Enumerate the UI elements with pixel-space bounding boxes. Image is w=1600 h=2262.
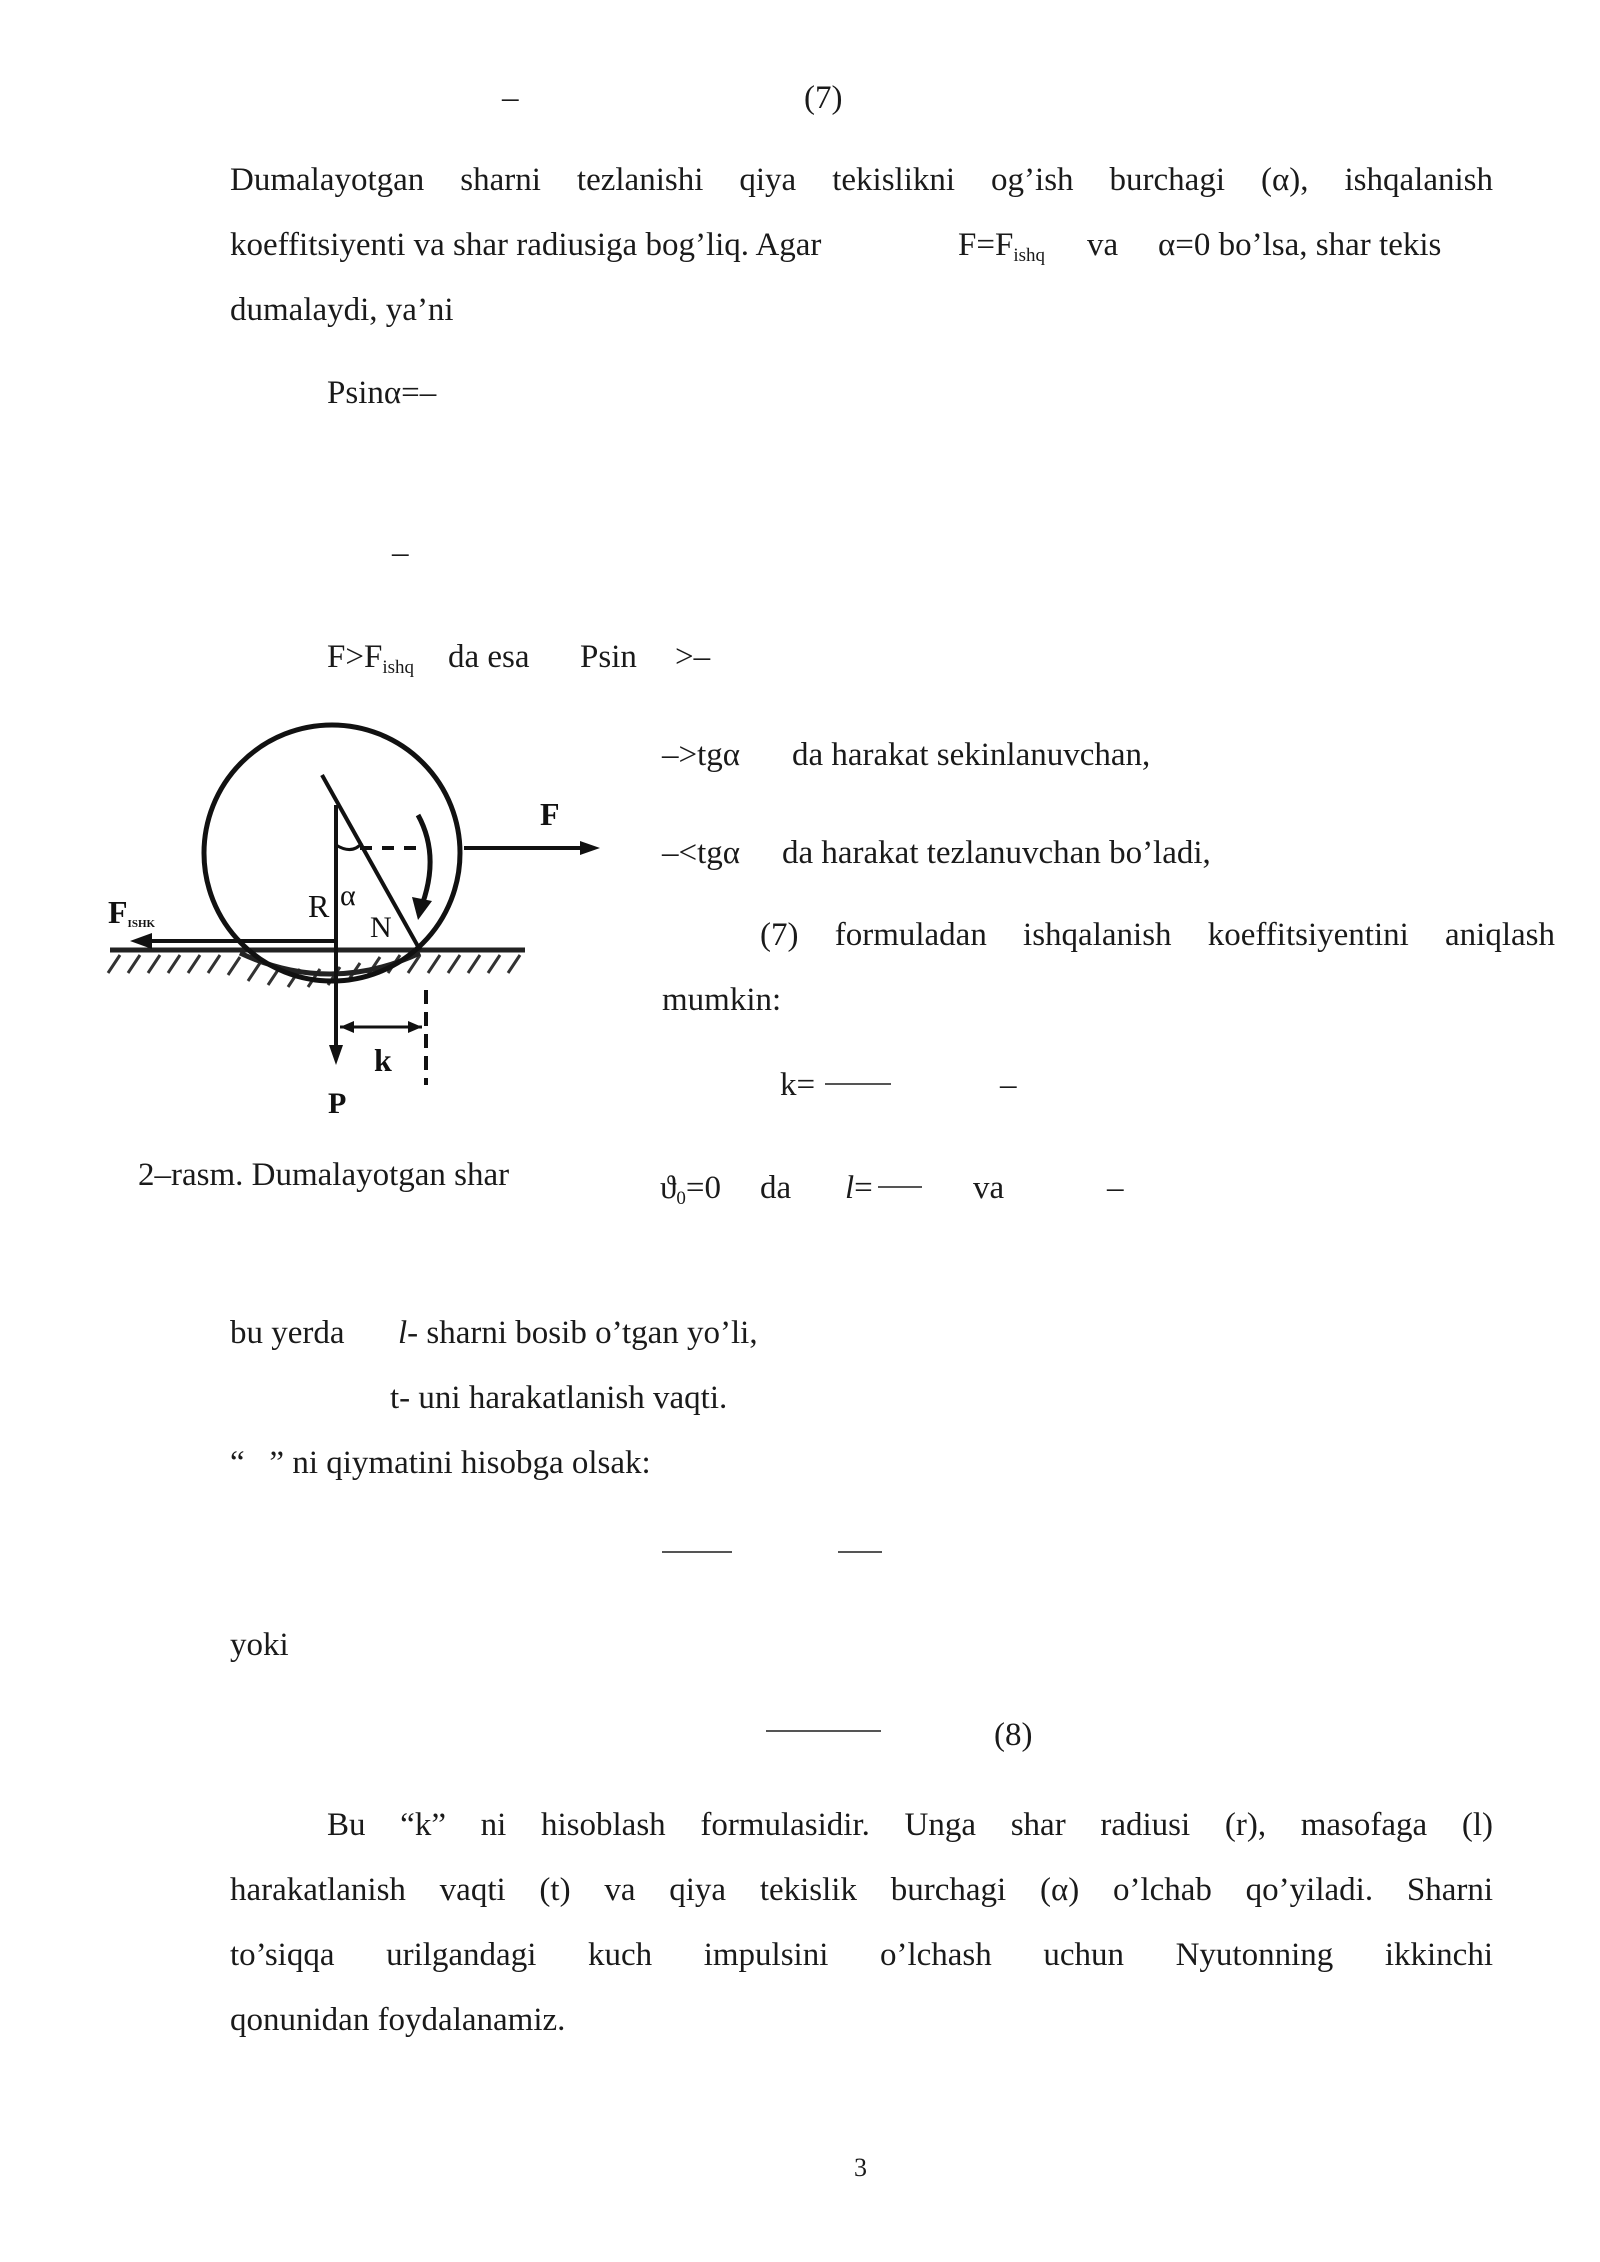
inequality-rhs: Psin (580, 639, 637, 675)
page-number: 3 (854, 2153, 867, 2182)
k-arrow-right (408, 1021, 422, 1033)
k-fraction-bar (825, 1083, 891, 1085)
rotation-arrow-head (412, 897, 432, 920)
label-p: P (328, 1087, 347, 1120)
eq8-fraction-bar (766, 1730, 881, 1732)
label-n: N (370, 911, 392, 944)
eq7-label: (7) (804, 80, 843, 116)
para2-line2: harakatlanish vaqti (t) va qiya tekislik burchagi (α) o’lchab qo’yiladi. Sharni (230, 1872, 1493, 1908)
l-fraction-bar (878, 1186, 922, 1188)
yoki: yoki (230, 1627, 289, 1663)
force-f-arrow-head (580, 841, 600, 855)
fraction-bar-1 (662, 1551, 732, 1553)
para2-line3: to’siqqa urilgandagi kuch impulsini o’lchash uchun Nyutonning ikkinchi (230, 1937, 1493, 1973)
para1-line3: dumalaydi, ya’ni (230, 292, 454, 328)
para1-line2-end: α=0 bo’lsa, shar tekis (1158, 227, 1442, 263)
p-arrow-head (329, 1045, 343, 1065)
alpha-arc (336, 843, 362, 850)
eq8-label: (8) (994, 1717, 1033, 1753)
case-fast-symbol: –<tgα (662, 835, 741, 871)
v0-dash: – (1107, 1170, 1124, 1206)
label-r: R (308, 888, 330, 924)
where-t: t- uni harakatlanish vaqti. (390, 1380, 728, 1416)
figure-caption: 2–rasm. Dumalayotgan shar (138, 1157, 510, 1193)
rotation-arc (418, 815, 430, 905)
k-equation-dash: – (1000, 1067, 1017, 1103)
where-l: l- sharni bosib o’tgan yo’li, (398, 1315, 758, 1351)
rolling-ball-figure (100, 705, 600, 1135)
case-slow-text: da harakat sekinlanuvchan, (792, 737, 1151, 773)
para2-line4: qonunidan foydalanamiz. (230, 2002, 566, 2038)
k-arrow-left (340, 1021, 354, 1033)
para2-line1: Bu “k” ni hisoblash formulasidir. Unga shar radiusi (r), masofaga (l) (327, 1807, 1493, 1843)
formula-intro-line2: mumkin: (662, 982, 782, 1018)
case-slow-symbol: –>tgα (662, 737, 741, 773)
where-label: bu yerda (230, 1315, 345, 1351)
psin-equation: Psinα=– (327, 375, 437, 411)
lone-dash: – (392, 535, 409, 571)
v0-da: da (760, 1170, 792, 1206)
inequality-lhs: $F>F_{ishq}$ (327, 639, 415, 678)
label-f: F (540, 796, 560, 832)
para1-va: va (1087, 227, 1119, 263)
label-k: k (374, 1042, 392, 1078)
para1-friction-eq: $F=F_{ishq}$ (958, 227, 1046, 266)
formula-intro-line1: (7) formuladan ishqalanish koeffitsiyentini aniqlash (760, 917, 1555, 953)
v0-va: va (973, 1170, 1005, 1206)
para1-line2: koeffitsiyenti va shar radiusiga bog’liq. Agar (230, 227, 822, 263)
fraction-bar-2 (838, 1551, 882, 1553)
case-fast-text: da harakat tezlanuvchan bo’ladi, (782, 835, 1211, 871)
label-alpha: α (340, 879, 356, 912)
eq7-dash: – (502, 80, 519, 116)
substitute-line: “ ” ni qiymatini hisobga olsak: (230, 1445, 651, 1481)
k-equation-label: k= (780, 1067, 816, 1103)
inequality-gt: >– (675, 639, 711, 675)
l-equation: l= (845, 1170, 873, 1206)
label-friction: FISHK (108, 894, 156, 930)
friction-arrow-head (130, 933, 152, 949)
v0-equation: $ϑ_0=0$ (660, 1170, 721, 1209)
para1-line1: Dumalayotgan sharni tezlanishi qiya tekislikni og’ish burchagi (α), ishqalanish (230, 162, 1493, 198)
inequality-mid: da esa (448, 639, 530, 675)
